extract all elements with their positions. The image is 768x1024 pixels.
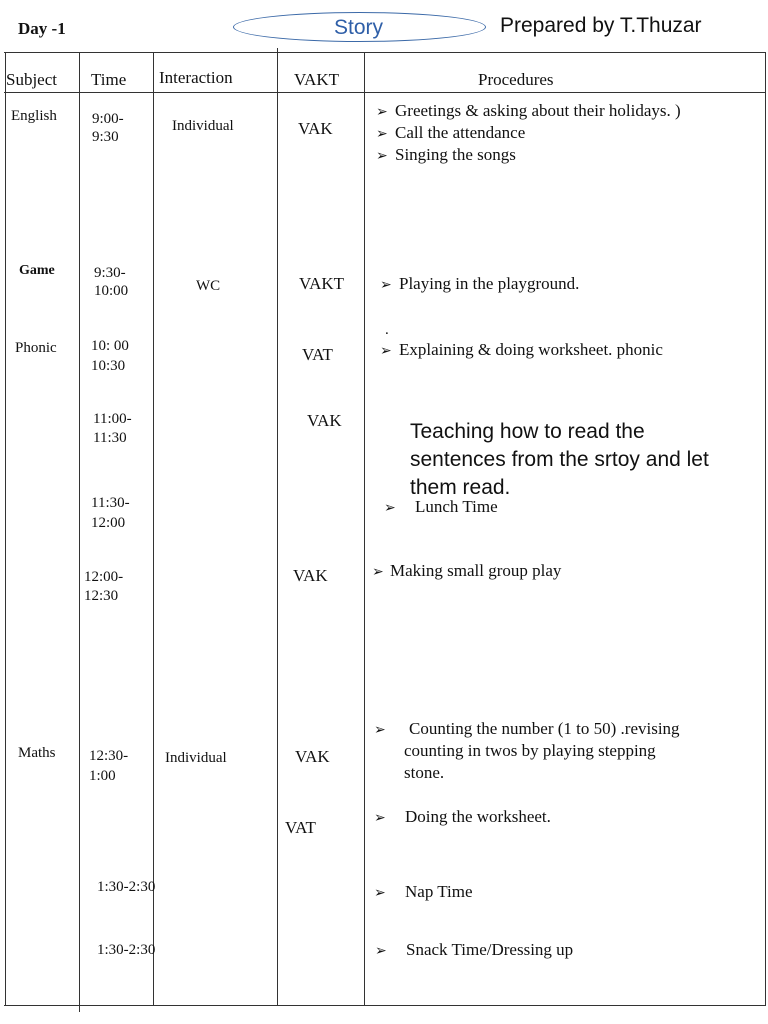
- interaction-cell: Individual: [165, 750, 227, 766]
- time-start: 12:30-: [89, 748, 129, 764]
- time-end: 10:30: [91, 358, 126, 374]
- time-end: 10:00: [94, 283, 129, 299]
- vakt-cell: VAK: [307, 411, 342, 430]
- header-interaction: Interaction: [159, 68, 233, 87]
- arrow-bullet-icon: ➢: [375, 943, 387, 959]
- procedure-reading-note: Teaching how to read the sentences from the srtoy and let them read.: [410, 420, 709, 499]
- arrow-bullet-icon: ➢: [376, 126, 388, 142]
- table-top-border: [4, 52, 766, 53]
- time-start: 9:30-: [94, 265, 126, 281]
- header-row-border: [4, 92, 766, 93]
- time-end: 11:30: [93, 430, 127, 446]
- time-end: 12:00: [91, 515, 126, 531]
- time-end: 9:30: [92, 129, 119, 145]
- interaction-cell: WC: [196, 278, 221, 294]
- column-divider-subject: [79, 52, 80, 1012]
- subject-maths: Maths: [18, 745, 56, 761]
- procedure-item: ➢ Lunch Time: [384, 496, 498, 519]
- time-start: 11:00-: [93, 411, 132, 427]
- arrow-bullet-icon: ➢: [376, 148, 388, 164]
- time-start: 10: 00: [91, 338, 129, 354]
- procedure-item: ➢ Snack Time/Dressing up: [375, 939, 573, 962]
- stray-dot: .: [385, 322, 389, 338]
- table-bottom-border: [4, 1005, 766, 1006]
- vakt-cell: VAK: [295, 747, 330, 766]
- procedure-item: ➢ Singing the songs: [376, 144, 516, 167]
- procedure-item: ➢ Explaining & doing worksheet. phonic: [380, 339, 663, 362]
- day-label: Day -1: [18, 19, 66, 38]
- time-range: 1:30-2:30: [97, 879, 156, 895]
- time-start: 9:00-: [92, 111, 124, 127]
- procedure-line: stone.: [404, 763, 445, 782]
- arrow-bullet-icon: ➢: [380, 277, 392, 293]
- column-divider-interaction: [277, 48, 278, 1006]
- procedure-line: counting in twos by playing stepping: [404, 741, 656, 760]
- arrow-bullet-icon: ➢: [374, 722, 386, 738]
- arrow-bullet-icon: ➢: [374, 810, 386, 826]
- subject-game: Game: [19, 263, 55, 278]
- time-start: 12:00-: [84, 569, 124, 585]
- procedure-item: ➢ Doing the worksheet.: [374, 806, 551, 829]
- header-vakt: VAKT: [294, 70, 340, 89]
- procedure-item: ➢ Playing in the playground.: [380, 273, 579, 296]
- time-end: 12:30: [84, 588, 119, 604]
- time-end: 1:00: [89, 768, 116, 784]
- procedure-item: ➢ Greetings & asking about their holidays. ): [376, 100, 681, 123]
- arrow-bullet-icon: ➢: [372, 564, 384, 580]
- procedure-item: ➢ Making small group play: [372, 560, 561, 583]
- arrow-bullet-icon: ➢: [384, 500, 396, 516]
- arrow-bullet-icon: ➢: [376, 104, 388, 120]
- vakt-cell: VAK: [298, 119, 333, 138]
- story-title: Story: [334, 16, 384, 39]
- procedure-line: Counting the number (1 to 50) .revising: [409, 719, 680, 738]
- vakt-cell: VAT: [302, 345, 333, 364]
- arrow-bullet-icon: ➢: [380, 343, 392, 359]
- vakt-cell: VAT: [285, 818, 316, 837]
- procedure-item: ➢ Nap Time: [374, 881, 473, 904]
- column-divider-vakt: [364, 52, 365, 1006]
- vakt-cell: VAKT: [299, 274, 345, 293]
- vakt-cell: VAK: [293, 566, 328, 585]
- arrow-bullet-icon: ➢: [374, 885, 386, 901]
- column-divider-time: [153, 52, 154, 1006]
- subject-english: English: [11, 108, 57, 124]
- procedure-item: ➢ Call the attendance: [376, 122, 525, 145]
- table-right-border: [765, 52, 766, 1006]
- time-start: 11:30-: [91, 495, 130, 511]
- header-time: Time: [91, 70, 127, 89]
- header-procedures: Procedures: [478, 70, 554, 89]
- header-subject: Subject: [6, 70, 57, 89]
- time-range: 1:30-2:30: [97, 942, 156, 958]
- subject-phonic: Phonic: [15, 340, 57, 356]
- prepared-by: Prepared by T.Thuzar: [500, 14, 702, 37]
- table-left-border: [5, 52, 6, 1006]
- interaction-cell: Individual: [172, 118, 234, 134]
